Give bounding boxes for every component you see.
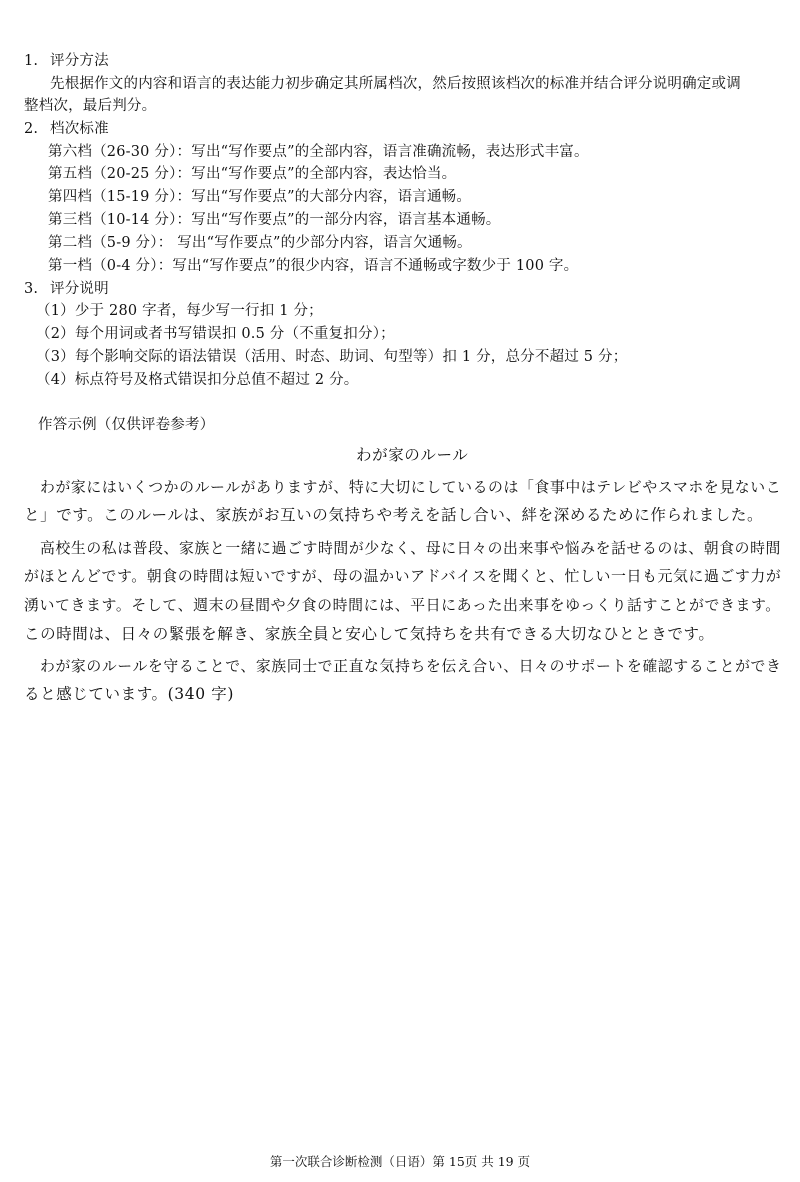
essay-line-6: この時間は、日々の緊張を解き、家族全員と安心して気持ちを共有できる大切なひとときです。: [24, 625, 715, 643]
level-5-criteria: 第五档（20-25 分）：写出“写作要点”的全部内容，表达恰当。: [48, 166, 457, 182]
essay-line-5: 湧いてきます。そして、週末の昼間や夕食の時間には、平日にあった出来事をゆっくり話すことができます。: [24, 596, 781, 614]
essay-line-3: 高校生の私は普段、家族と一緒に過ごす時間が少なく、母に日々の出来事や悩みを話せるのは、朝食の時間: [40, 539, 782, 557]
essay-title: わが家のルール: [356, 446, 469, 464]
level-3-criteria: 第三档（10-14 分）：写出“写作要点”的一部分内容，语言基本通畅。: [48, 212, 501, 228]
scoring-note-4: （4）标点符号及格式错误扣分总值不超过 2 分。: [36, 372, 359, 388]
scoring-note-3: （3）每个影响交际的语法错误（活用、时态、助词、句型等）扣 1 分，总分不超过 5 分；: [36, 349, 628, 365]
section-1-heading: [24, 51, 109, 71]
level-6-criteria: 第六档（26-30 分）：写出“写作要点”的全部内容，语言准确流畅，表达形式丰富。: [48, 144, 589, 160]
section-3-number: 3.: [24, 281, 39, 297]
section-1-number: 1.: [24, 53, 39, 69]
section-3-heading: [24, 279, 109, 299]
section-2-number: 2.: [24, 121, 39, 137]
sample-label: 作答示例（仅供评卷参考）: [38, 417, 215, 433]
section-2-title: 档次标准: [50, 121, 109, 137]
section-1-paragraph-line-1: 先根据作文的内容和语言的表达能力初步确定其所属档次，然后按照该档次的标准并结合评分说明确定或调: [50, 76, 741, 92]
section-2-heading: [24, 119, 109, 139]
section-1-title: 评分方法: [50, 53, 109, 69]
essay-line-7: わが家のルールを守ることで、家族同士で正直な気持ちを伝え合い、日々のサポートを確認することができ: [40, 657, 782, 675]
level-1-criteria: 第一档（0-4 分）：写出“写作要点”的很少内容，语言不通畅或字数少于 100 字。: [48, 258, 579, 274]
essay-line-4: がほとんどです。朝食の時間は短いですが、母の温かいアドバイスを聞くと、忙しい一日も元気に過ごす力が: [24, 567, 782, 585]
essay-line-8: ると感じています。(340 字): [24, 685, 234, 703]
scoring-note-2: （2）每个用词或者书写错误扣 0.5 分（不重复扣分）；: [36, 326, 395, 342]
page-footer: 第一次联合诊断检测（日语）第 15页 共 19 页: [269, 1154, 531, 1169]
scoring-note-1: （1）少于 280 字者，每少写一行扣 1 分；: [36, 303, 323, 319]
section-3-title: 评分说明: [50, 281, 109, 297]
section-1-paragraph-line-2: 整档次，最后判分。: [24, 98, 157, 114]
essay-line-1: わが家にはいくつかのルールがありますが、特に大切にしているのは「食事中はテレビやスマホを見ないこ: [40, 478, 782, 496]
essay-line-2: と」です。このルールは、家族がお互いの気持ちや考えを話し合い、絆を深めるために作られました。: [24, 506, 764, 524]
level-4-criteria: 第四档（15-19 分）：写出“写作要点”的大部分内容，语言通畅。: [48, 189, 472, 205]
level-2-criteria: 第二档（5-9 分）： 写出“写作要点”的少部分内容，语言欠通畅。: [48, 235, 472, 251]
